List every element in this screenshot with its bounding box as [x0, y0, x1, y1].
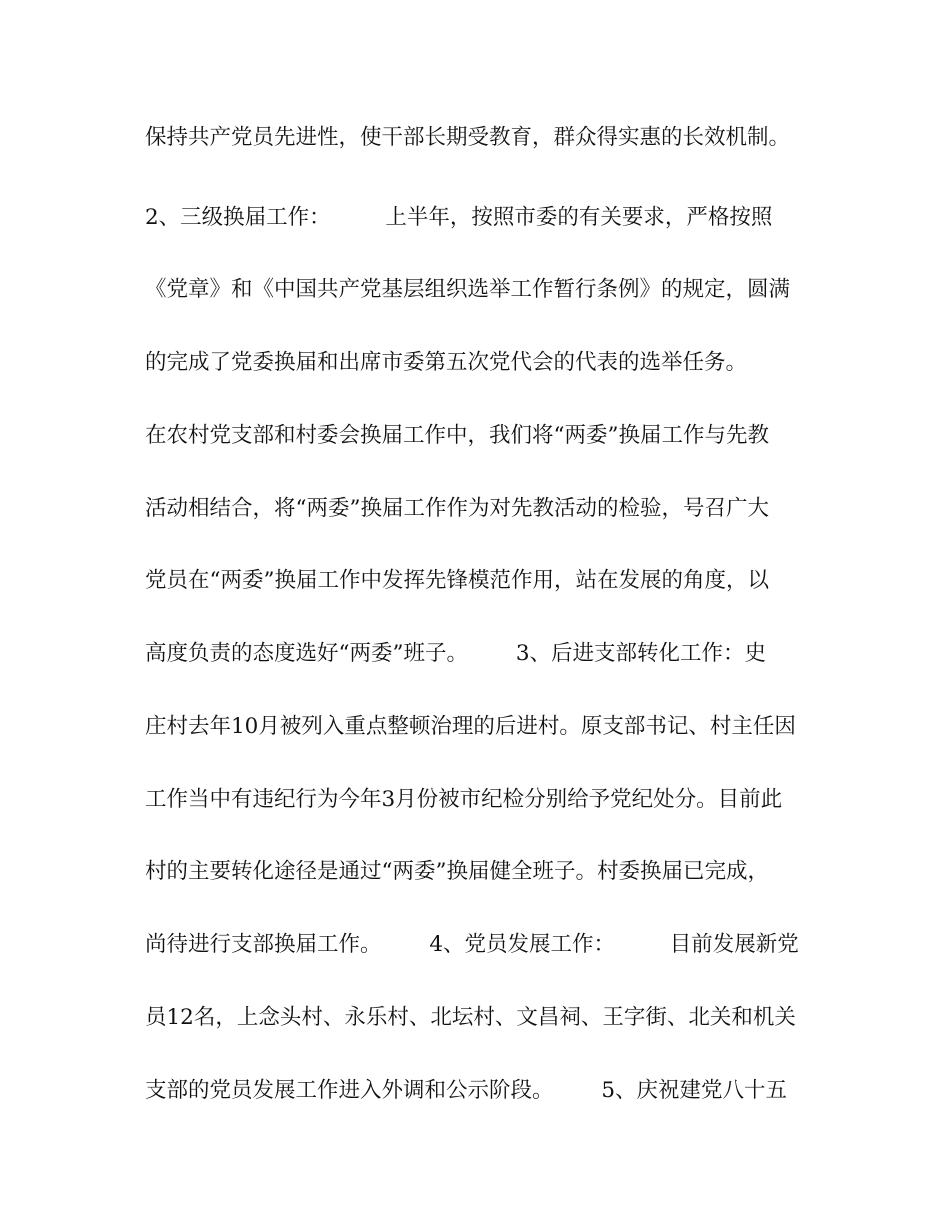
text-line: 支部的党员发展工作进入外调和公示阶段。 5、庆祝建党八十五 — [145, 1078, 788, 1103]
text-line: 在农村党支部和村委会换届工作中，我们将“两委”换届工作与先教 — [145, 423, 769, 448]
text-line: 党员在“两委”换届工作中发挥先锋模范作用，站在发展的角度，以 — [145, 568, 769, 593]
text-line: 保持共产党员先进性，使干部长期受教育，群众得实惠的长效机制。 — [145, 125, 791, 150]
text-line: 村的主要转化途径是通过“两委”换届健全班子。村委换届已完成， — [145, 859, 769, 884]
text-line: 2、三级换届工作： 上半年，按照市委的有关要求，严格按照 — [145, 205, 773, 230]
text-line: 尚待进行支部换届工作。 4、党员发展工作： 目前发展新党 — [145, 932, 799, 957]
text-line: 工作当中有违纪行为今年3月份被市纪检分别给予党纪处分。目前此 — [145, 787, 783, 812]
text-line: 活动相结合，将“两委”换届工作作为对先教活动的检验，号召广大 — [145, 496, 769, 521]
text-line: 高度负责的态度选好“两委”班子。 3、后进支部转化工作：史 — [145, 641, 767, 666]
text-line: 员12名，上念头村、永乐村、北坛村、文昌祠、王字街、北关和机关 — [145, 1005, 796, 1030]
text-line: 《党章》和《中国共产党基层组织选举工作暂行条例》的规定，圆满 — [145, 277, 791, 302]
text-line: 庄村去年10月被列入重点整顿治理的后进村。原支部书记、村主任因 — [145, 714, 796, 739]
text-line: 的完成了党委换届和出席市委第五次党代会的代表的选举任务。 — [145, 350, 748, 375]
